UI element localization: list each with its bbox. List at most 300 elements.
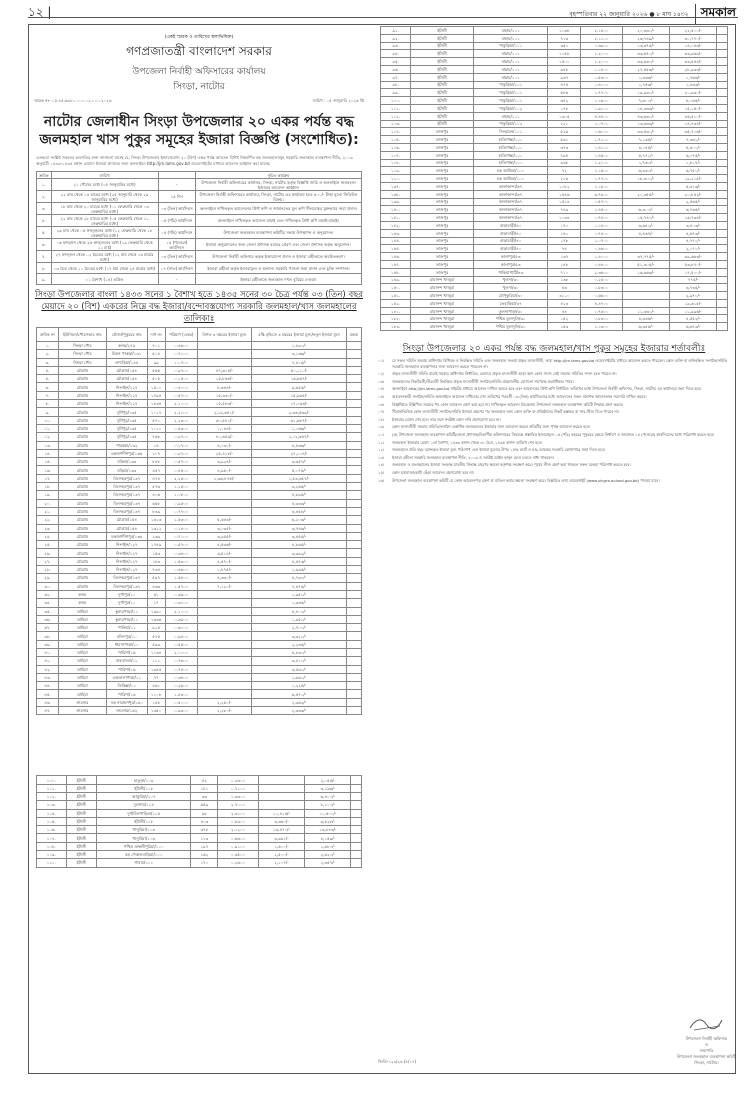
table-cell: পারকয়া/১৩২	[106, 441, 147, 449]
table-cell	[258, 776, 304, 784]
table-cell: ৭.	[37, 391, 59, 399]
table-cell: ইটালী	[66, 851, 97, 859]
table-cell: ১৭	[147, 599, 165, 607]
table-cell: ১০০.	[381, 97, 411, 105]
table-cell: ২০,৩৩০/-	[622, 27, 669, 35]
table-cell: ০.৩৪০০	[165, 549, 197, 557]
table-cell: তাজপুর	[411, 143, 474, 151]
table-cell: চৌগ্রাম/১৫৪	[106, 366, 147, 374]
table-cell: ০.৪১০০	[581, 143, 622, 151]
list-header: মৌজা/পুকুরের নাম	[106, 328, 147, 342]
remarks-cell	[347, 541, 362, 549]
remarks-cell	[347, 690, 362, 698]
condition-item	[378, 440, 730, 446]
remarks-cell	[717, 65, 728, 73]
table-cell: ইটালী	[411, 50, 474, 58]
list-header: ক্রমিক নং	[37, 328, 59, 342]
table-cell: ৩,৫২৮/-	[305, 817, 351, 825]
table-row	[37, 682, 362, 690]
table-row	[381, 323, 728, 331]
table-cell: ১৩.	[37, 441, 59, 449]
table-row	[381, 229, 728, 237]
table-row	[37, 350, 362, 358]
table-cell: ৩,৩৯২/-	[251, 549, 346, 557]
table-cell: ১০২.	[381, 112, 411, 120]
table-cell: ৪৭৫	[548, 81, 581, 89]
table-cell: ৩৪.	[37, 599, 59, 607]
table-cell: ১৫২.	[381, 299, 411, 307]
table-cell: পাকুড়িয়া/১০১	[474, 89, 548, 97]
table-cell: ৪,৩৩৫/-	[622, 315, 669, 323]
table-cell: চৌগ্রাম	[58, 458, 106, 466]
table-cell: ২৮,৯৩৩/-	[669, 65, 716, 73]
table-cell: ০.৫৫০০	[165, 640, 197, 648]
table-cell: ১০৭.	[37, 834, 67, 842]
table-row	[381, 104, 728, 112]
table-cell: কলম	[58, 599, 106, 607]
table-cell: ০.৪৬০০	[165, 342, 197, 350]
remarks-cell	[351, 792, 362, 800]
table-row	[37, 483, 362, 491]
table-cell: তাজপুর	[411, 167, 474, 175]
table-cell: ডাহিয়া	[58, 665, 106, 673]
condition-item	[378, 394, 730, 400]
signatory-title: উপজেলা নির্বাহী অফিসার	[685, 1036, 728, 1041]
table-cell: ৪,৩০০/-	[669, 143, 716, 151]
table-cell: পারিশা/১৬	[106, 648, 147, 656]
table-cell: দুর্গিপুর/১৩৫	[106, 408, 147, 416]
table-cell: কলম/২৭৯	[106, 342, 147, 350]
table-row	[37, 557, 362, 565]
table-cell: ৪১.	[37, 657, 59, 665]
schedule-cell: ০৫ (পাঁচ) কার্যদিবস	[158, 215, 195, 227]
table-cell: নিংগইন/১২৭	[106, 400, 147, 408]
condition-number: ০২।	[378, 371, 385, 377]
table-cell: ০.৭৪০০	[165, 665, 197, 673]
table-cell: ৬,৩০০/-	[622, 206, 669, 214]
table-cell: ১.০৭০০	[165, 358, 197, 366]
remarks-cell	[347, 491, 362, 499]
table-row	[37, 408, 362, 416]
table-cell: ১৭,০৬৩/-	[251, 400, 346, 408]
table-cell: বাহাম/১০১	[474, 112, 548, 120]
table-cell	[622, 245, 669, 253]
table-cell: ৭৭	[147, 673, 165, 681]
remarks-cell	[717, 276, 728, 284]
table-cell: পারিশা/১৬	[106, 665, 147, 673]
table-cell: ৪,৪৩০/-	[251, 648, 346, 656]
table-cell: চৌগ্রাম	[58, 507, 106, 515]
table-cell: ০.৭৭০০	[165, 507, 197, 515]
table-cell: ০.২৬০০	[218, 776, 258, 784]
condition-item	[378, 462, 730, 468]
table-cell: ১,৪৯০/-	[251, 342, 346, 350]
schedule-cell: -	[158, 179, 195, 191]
remarks-cell	[351, 859, 362, 867]
table-row	[37, 624, 362, 632]
table-cell: ০.৭৭০০	[581, 175, 622, 183]
remarks-cell	[347, 483, 362, 491]
table-cell: চৌগ্রাম	[58, 383, 106, 391]
table-cell: ২.৩১০০	[218, 809, 258, 817]
conditions-list	[374, 358, 734, 483]
table-cell: হাতিগাছা/১০০	[474, 151, 548, 159]
table-cell: ৭৪৯	[548, 206, 581, 214]
table-cell: ১.০৮০০	[165, 491, 197, 499]
table-cell: ৫০৫	[147, 375, 165, 383]
table-cell: ৬,৭৬৫/-	[669, 206, 716, 214]
table-cell: ২১.	[37, 507, 59, 515]
table-cell: ১৩৭.	[381, 182, 411, 190]
remarks-cell	[717, 315, 728, 323]
table-cell: দুর্গাপুর/১০	[106, 599, 147, 607]
table-cell: ১১,৩৩০/-	[622, 307, 669, 315]
table-cell: ইটালী	[411, 104, 474, 112]
table-row	[37, 665, 362, 673]
table-cell: ৪,৫৩৬/-	[197, 541, 251, 549]
table-row	[37, 474, 362, 482]
table-cell: তাজপুর	[411, 268, 474, 276]
table-cell: ২০.	[37, 499, 59, 507]
table-row	[381, 284, 728, 292]
table-cell: ০.৬১০০	[581, 128, 622, 136]
table-cell: ০.৪৬০০	[581, 245, 622, 253]
table-cell: ১৪৫.	[381, 245, 411, 253]
table-cell: ১,৯৫০/-	[251, 615, 346, 623]
condition-text: জলমহালে প্রতি বছর বরাদ্দকৃত ইজারা মূল্য পরিশোধ এবং ইজারা মূল্যের উপর ১৫% ভ্যাট ও ৫% আয়কর সরকারি কোষাগারে জমা দিতে হবে।	[392, 447, 606, 453]
left-column	[30, 26, 368, 868]
table-cell: ১,৭৬৬/-	[669, 73, 716, 81]
schedule-header	[158, 172, 195, 179]
table-cell: ০.১৪০০	[165, 524, 197, 532]
table-cell: ২০,৮৫২/-	[669, 190, 716, 198]
remarks-cell	[347, 549, 362, 557]
table-cell: ১৪	[147, 441, 165, 449]
table-cell: ১৭৪৯	[147, 541, 165, 549]
remarks-cell	[717, 214, 728, 222]
table-cell: ১০১০	[147, 424, 165, 432]
condition-item	[378, 379, 730, 385]
table-cell: পাকুড়িয়া/১০২	[474, 104, 548, 112]
table-cell: ৪,৬৭৩/-	[669, 229, 716, 237]
table-cell: ১.০৭০০	[581, 237, 622, 245]
table-row	[37, 358, 362, 366]
table-row	[37, 784, 362, 792]
table-cell: তেবাড়িয়া/৩৭	[474, 299, 548, 307]
top-rule	[28, 17, 738, 18]
table-cell	[197, 350, 251, 358]
table-row	[37, 657, 362, 665]
table-cell: চৌগ্রাম	[58, 524, 106, 532]
table-cell: হাতিগাছা/১০০	[474, 136, 548, 144]
table-cell: চৌগ্রাম	[58, 541, 106, 549]
table-cell: ডাহিয়া	[58, 607, 106, 615]
remarks-cell	[717, 104, 728, 112]
table-cell: বলিদপুর/১০	[106, 632, 147, 640]
table-cell: ০.৭৬০০	[165, 657, 197, 665]
table-cell: চৌগ্রাম	[58, 416, 106, 424]
table-cell: ১৭৮	[548, 237, 581, 245]
table-cell: ১৫০.	[381, 284, 411, 292]
table-cell: চৌগ্রাম	[58, 474, 106, 482]
table-cell: ৩০.	[37, 582, 59, 590]
table-cell: ৩,৪৫৮/-	[251, 507, 346, 515]
table-cell: বড় নারায়ণপুর/১৬০	[106, 698, 147, 706]
table-cell: ৫১,৩০৫/-	[622, 260, 669, 268]
table-cell: ০.৬৬০০	[218, 834, 258, 842]
table-cell: ইটালী	[66, 834, 97, 842]
condition-item	[378, 424, 730, 430]
table-cell: ৪৩.	[37, 673, 59, 681]
table-cell: ৩,৪৫৫/-	[251, 532, 346, 540]
remarks-cell	[717, 221, 728, 229]
table-cell: ১৩৮	[548, 276, 581, 284]
table-cell: ৪,৪৩৬/-	[251, 441, 346, 449]
table-cell: একডালাপাড়া/১১	[106, 673, 147, 681]
table-cell: ধামসাপাড়া/১০	[106, 640, 147, 648]
table-cell: ৩,২৬৫/-	[251, 483, 346, 491]
table-cell	[258, 792, 304, 800]
table-cell: ৩৭,৭৭৫/-	[622, 253, 669, 261]
remarks-cell	[351, 842, 362, 850]
table-row	[381, 221, 728, 229]
remarks-cell	[347, 566, 362, 574]
table-cell: তুলনাপাড়া/৩০	[474, 307, 548, 315]
condition-item	[378, 470, 730, 476]
remarks-cell	[347, 574, 362, 582]
table-cell: ১,৯৫০/-	[251, 590, 346, 598]
table-row	[381, 315, 728, 323]
table-cell: বাড়াবাড়ী/৪০	[474, 245, 548, 253]
remarks-cell	[717, 97, 728, 105]
table-row	[381, 81, 728, 89]
table-cell: ৯২.	[381, 34, 411, 42]
reference-row	[30, 98, 368, 105]
table-cell: ৯৭.	[381, 73, 411, 81]
table-cell: চৌগ্রাম	[58, 483, 106, 491]
schedule-header: ক্রমিক	[37, 172, 52, 179]
table-cell: ৮৪৮	[147, 458, 165, 466]
condition-text: যে সকল সমিতি সমবায় অধিদপ্তর বিধিবদ্ধ ও নিবন্ধিত সমিতি এবং জলমহাল সংলগ্ন প্রকৃত মৎস্যজীবী, তারা http://jm.lams.gov.bd ওয়েবসাইটের মাধ্যমে আবেদন করতে পারবেন। কোন ব্যক্তি বা অনিবন্ধিত সংগঠন/সমিতি সরকারি জলমহাল ব্যবস্থাপনার জন্য আবেদন করতে পারবেন না।	[392, 358, 728, 369]
remarks-cell	[717, 58, 728, 66]
govt-name: গণপ্রজাতন্ত্রী বাংলাদেশ সরকার	[126, 44, 272, 58]
condition-item	[378, 432, 730, 438]
table-cell: ১৪৮	[548, 260, 581, 268]
schedule-cell: অনলাইনে দাখিলকৃত আবেদন যাচাই এবং দাখিলকৃত প্রিন্ট কপি যাচাই-বাছাই।	[195, 215, 361, 227]
remarks-cell	[347, 532, 362, 540]
table-cell: ১,৩৩৩/-	[622, 73, 669, 81]
table-row	[381, 260, 728, 268]
condition-number: ১৬।	[378, 477, 385, 483]
remarks-cell	[717, 120, 728, 128]
table-row	[37, 776, 362, 784]
table-cell: ১৪,৩৩৩/-	[622, 104, 669, 112]
table-cell	[197, 682, 251, 690]
table-cell: ৩৩,৯৬০/-	[622, 58, 669, 66]
table-cell: ২৭.	[37, 557, 59, 565]
table-cell: ২৬,৭৪৯/-	[622, 34, 669, 42]
table-cell: ৪,৫৭০/-	[197, 557, 251, 565]
condition-item	[378, 386, 730, 392]
remarks-cell	[347, 615, 362, 623]
table-cell: ১,৩৬৫/-	[251, 599, 346, 607]
table-cell: ৩,১৯৬/-	[305, 784, 351, 792]
table-cell: চৌগ্রাম	[58, 400, 106, 408]
table-row	[381, 245, 728, 253]
table-cell: ৯৯.	[381, 89, 411, 97]
table-cell: চৌগ্রাম	[58, 441, 106, 449]
table-cell: ১২.	[37, 433, 59, 441]
table-cell: ৫৬৫	[147, 366, 165, 374]
schedule-cell: ১৫ দিন	[158, 191, 195, 203]
table-cell: ০.৪৪০০	[581, 260, 622, 268]
table-cell: ১৫১.	[381, 292, 411, 300]
condition-number: ০৮।	[378, 416, 385, 422]
table-cell: ৩০,৫৮১/-	[197, 416, 251, 424]
table-cell: ১১১	[147, 657, 165, 665]
condition-number: ১৫।	[378, 469, 385, 475]
table-cell: ৮,৬৪৪/-	[197, 383, 251, 391]
condition-number: ১৪।	[378, 462, 385, 468]
remarks-cell	[347, 391, 362, 399]
table-row	[37, 391, 362, 399]
remarks-cell	[351, 826, 362, 834]
table-cell: ২.০০০০	[165, 648, 197, 656]
table-cell: ৪৩,৬৩০/-	[622, 112, 669, 120]
schedule-cell: ১৫ (পনেরো) কার্যদিবস	[158, 239, 195, 251]
table-cell: ১০১.	[37, 784, 67, 792]
table-cell: ১৫,৭৪০/-	[622, 214, 669, 222]
table-cell: ৬,২০৩/-	[251, 516, 346, 524]
table-cell: ১০৩৪	[548, 214, 581, 222]
table-cell: ১৪৬.	[381, 253, 411, 261]
table-cell: ৪,১৫৯/-	[305, 834, 351, 842]
table-cell: ০.৩৪০০	[165, 673, 197, 681]
table-cell: ০.৯১০০	[581, 104, 622, 112]
condition-number: ১২।	[378, 447, 385, 453]
table-row	[37, 499, 362, 507]
schedule-cell: ০৭ (সাত) কার্যদিবস	[158, 263, 195, 274]
table-cell: ৩২.	[37, 590, 59, 598]
table-cell: ১,০৪৪/-	[197, 424, 251, 432]
table-cell: ০.৫৩০০	[581, 73, 622, 81]
table-cell: নিংগইন/১২৭	[106, 541, 147, 549]
table-cell: চৌগ্রাম	[58, 516, 106, 524]
table-cell: কালাকান্দা/৬৭	[474, 190, 548, 198]
table-cell: ০.৪৫০০	[165, 466, 197, 474]
schedule-row	[37, 251, 362, 263]
condition-text: (ক) উপজেলা জলমহাল ব্যবস্থাপনা কমিটি/জেলা প্রশাসক/বিভাগীয় কমিশনারের সিদ্ধান্তে প্রস্তাবিত ইজারামূল্য ০৫ (পাঁচ) বছরের পুকুরের ক্ষেত্রে নির্ধারণ ও জামানত ১৫ (পনেরো) কার্যদিবসের মধ্যে পরিশোধ করতে হবে।	[392, 432, 715, 438]
remarks-cell	[347, 375, 362, 383]
table-cell: ১৫,৯৬৫/-	[251, 391, 346, 399]
table-cell: খানুবিয়া/১০৩	[97, 826, 191, 834]
schedule-cell: ০৩ চৈত্র থেকে ১০ চৈত্রের মধ্যে (১৭ মার্চ থেকে ২৪ মার্চের মধ্যে)	[51, 263, 158, 274]
condition-text: জলমহাল ইজারার মেয়াদ ১লা বৈশাখ, ১৪৩৩ বঙ্গাব্দ থেকে ৩০ চৈত্র, ১৪৩৫ বঙ্গাব্দ তারিখে শেষ হবে।	[392, 439, 543, 445]
schedule-cell: ৬.	[37, 239, 52, 251]
table-cell: ৭৬৮	[147, 433, 165, 441]
table-cell: রামানন্দ খাজুরা	[411, 315, 474, 323]
table-cell: ১০২.	[37, 792, 67, 800]
remarks-cell	[347, 607, 362, 615]
table-cell: ২.	[37, 350, 59, 358]
remarks-cell	[717, 175, 728, 183]
table-cell: ৩,৭৩৫/-	[669, 284, 716, 292]
table-cell: ০.৬০০০	[165, 624, 197, 632]
table-cell: ৫৩১	[548, 136, 581, 144]
table-cell: ডাহিয়া	[58, 682, 106, 690]
condition-text: ইজারার মেয়াদ শেষ হলে তার সঙ্গে সংশ্লিষ্ট কোন দাবি গ্রহণযোগ্য হবে না।	[392, 416, 501, 422]
table-cell: ০.৫৭০০	[581, 198, 622, 206]
table-cell: ১৪১.	[381, 214, 411, 222]
table-cell: ৭,৩৩১/-	[669, 136, 716, 144]
remarks-cell	[351, 851, 362, 859]
table-cell: বড় পেকালবাড়িয়া/১০১	[97, 851, 191, 859]
remarks-cell	[717, 34, 728, 42]
table-cell: বিলদহরপুর/১৩৭	[106, 574, 147, 582]
table-cell: ১.১৫০০	[581, 167, 622, 175]
table-row	[381, 292, 728, 300]
table-cell: ১,০২,৬৫৭/-	[251, 433, 346, 441]
table-cell: কুমারপাড়া/১০	[106, 607, 147, 615]
remarks-cell	[717, 89, 728, 97]
signatory-place: সিংড়া, নাটোর।	[694, 1060, 719, 1065]
table-cell: ১০৯.	[381, 167, 411, 175]
schedule-cell: ১৮ মাঘ থেকে ২০ মাঘের মধ্যে (০১ ফেব্রুয়ারি থেকে ০৩ ফেব্রুয়ারির মধ্যে)	[51, 203, 158, 215]
table-cell: চৌগ্রাম	[58, 557, 106, 565]
signatory-role: সভাপতি	[699, 1048, 714, 1053]
list-header: পরিমাণ (একর)	[165, 328, 197, 342]
table-cell: ২৪.	[37, 532, 59, 540]
table-cell: ১,৮১৭/-	[669, 159, 716, 167]
table-cell: ৭১০	[548, 268, 581, 276]
table-cell: সিংড়া পৌর	[58, 358, 106, 366]
table-cell: ২১৬	[548, 175, 581, 183]
table-cell: ০.৯৭০০	[165, 366, 197, 374]
table-cell: ০.৪০০০	[165, 383, 197, 391]
table-cell: ৬,৭৫০/-	[669, 167, 716, 175]
table-cell: রামানন্দ খাজুরা	[411, 307, 474, 315]
remarks-cell	[347, 466, 362, 474]
table-cell: ৫,৬৪৩/-	[197, 516, 251, 524]
condition-item	[378, 455, 730, 461]
table-row	[37, 632, 362, 640]
remarks-cell	[717, 73, 728, 81]
condition-number: ১১।	[378, 439, 385, 445]
table-cell: ৪২	[191, 776, 218, 784]
table-cell: ৬,৩৫৫/-	[622, 323, 669, 331]
list-header: দাগ নং	[147, 328, 165, 342]
list-header: ৫% বৃদ্ধিতে ৩ বছরের ইজারা মূল্য/নতুন ইজারা মূল্য	[251, 328, 346, 342]
table-cell: কুমারপাড়া/১০	[106, 615, 147, 623]
memo-number: জিডি-১২৯/২৬ (৫/১৭)	[378, 1059, 417, 1064]
table-cell: ১৭৯৪	[147, 391, 165, 399]
table-cell: ১০১৭	[147, 408, 165, 416]
table-cell: দুলসাম/১১৪	[97, 801, 191, 809]
table-cell: ইটালী	[66, 776, 97, 784]
table-cell: কালাপুর/৫৩	[474, 260, 548, 268]
schedule-row	[37, 215, 362, 227]
table-cell: ১০৯.	[37, 851, 67, 859]
remarks-cell	[351, 817, 362, 825]
table-cell: ১১৩৪	[147, 648, 165, 656]
schedule-cell: ৮.	[37, 263, 52, 274]
table-row	[381, 128, 728, 136]
table-cell: ১০৮২	[548, 182, 581, 190]
table-cell: ৯৬.	[381, 65, 411, 73]
table-cell: ১০৭.	[381, 151, 411, 159]
table-cell: ৪৭,৬১৪/-	[197, 366, 251, 374]
table-cell: ৩১,৬৮৭/-	[251, 416, 346, 424]
